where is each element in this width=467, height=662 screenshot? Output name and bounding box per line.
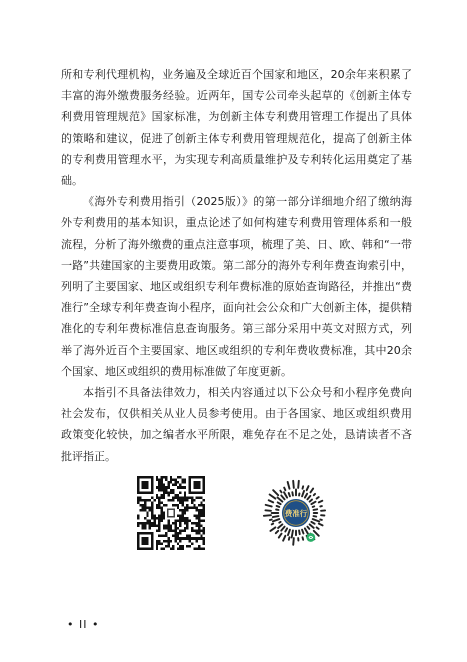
- page-number: • II •: [67, 618, 100, 631]
- qr-codes-row: [0, 476, 467, 556]
- mini-program-code: [259, 476, 333, 550]
- official-account-qr-code: [137, 476, 205, 550]
- paragraph-guide-summary: 《海外专利费用指引（2025版）》的第一部分详细地介绍了缴纳海外专利费用的基本知识，重点论述了如何构建专利费用管理体系和一般流程，分析了海外缴费的重点注意事项，梳理了美、日、欧、韩和“一带一路”共建国家的主要费用政策。第二部分的海外专利年费查询索引中，列明了主要国家、地区或组织专利年费标准的原始查询路径，并推出“费准行”全球专利年费查询小程序，面向社会公众和广大创新主体，提供精准化的专利年费标准信息查询服务。第三部分采用中英文对照方式，列举了海外近百个主要国家、地区或组织的专利年费收费标准，其中20余个国家、地区或组织的费用标准做了年度更新。: [61, 195, 412, 378]
- mini-program-label: 费准行: [284, 508, 308, 518]
- wechat-mini-program-badge-icon: [306, 533, 315, 542]
- body-text: [61, 64, 412, 467]
- paragraph-continued: 所和专利代理机构，业务遍及全球近百个国家和地区，20余年来积累了丰富的海外缴费服务经验。近两年，国专公司牵头起草的《创新主体专利费用管理规范》国家标准，为创新主体专利费用管理工作提出了具体的策略和建议，促进了创新主体专利费用管理规范化，提高了创新主体的专利费用管理水平，为实现专利高质量维护及专利转化运用奠定了基础。: [61, 68, 412, 188]
- paragraph-disclaimer: 本指引不具备法律效力，相关内容通过以下公众号和小程序免费向社会发布，仅供相关从业人员参考使用。由于各国家、地区或组织费用政策变化较快，加之编者水平所限，难免存在不足之处，恳请读者不吝批评指正。: [61, 386, 412, 463]
